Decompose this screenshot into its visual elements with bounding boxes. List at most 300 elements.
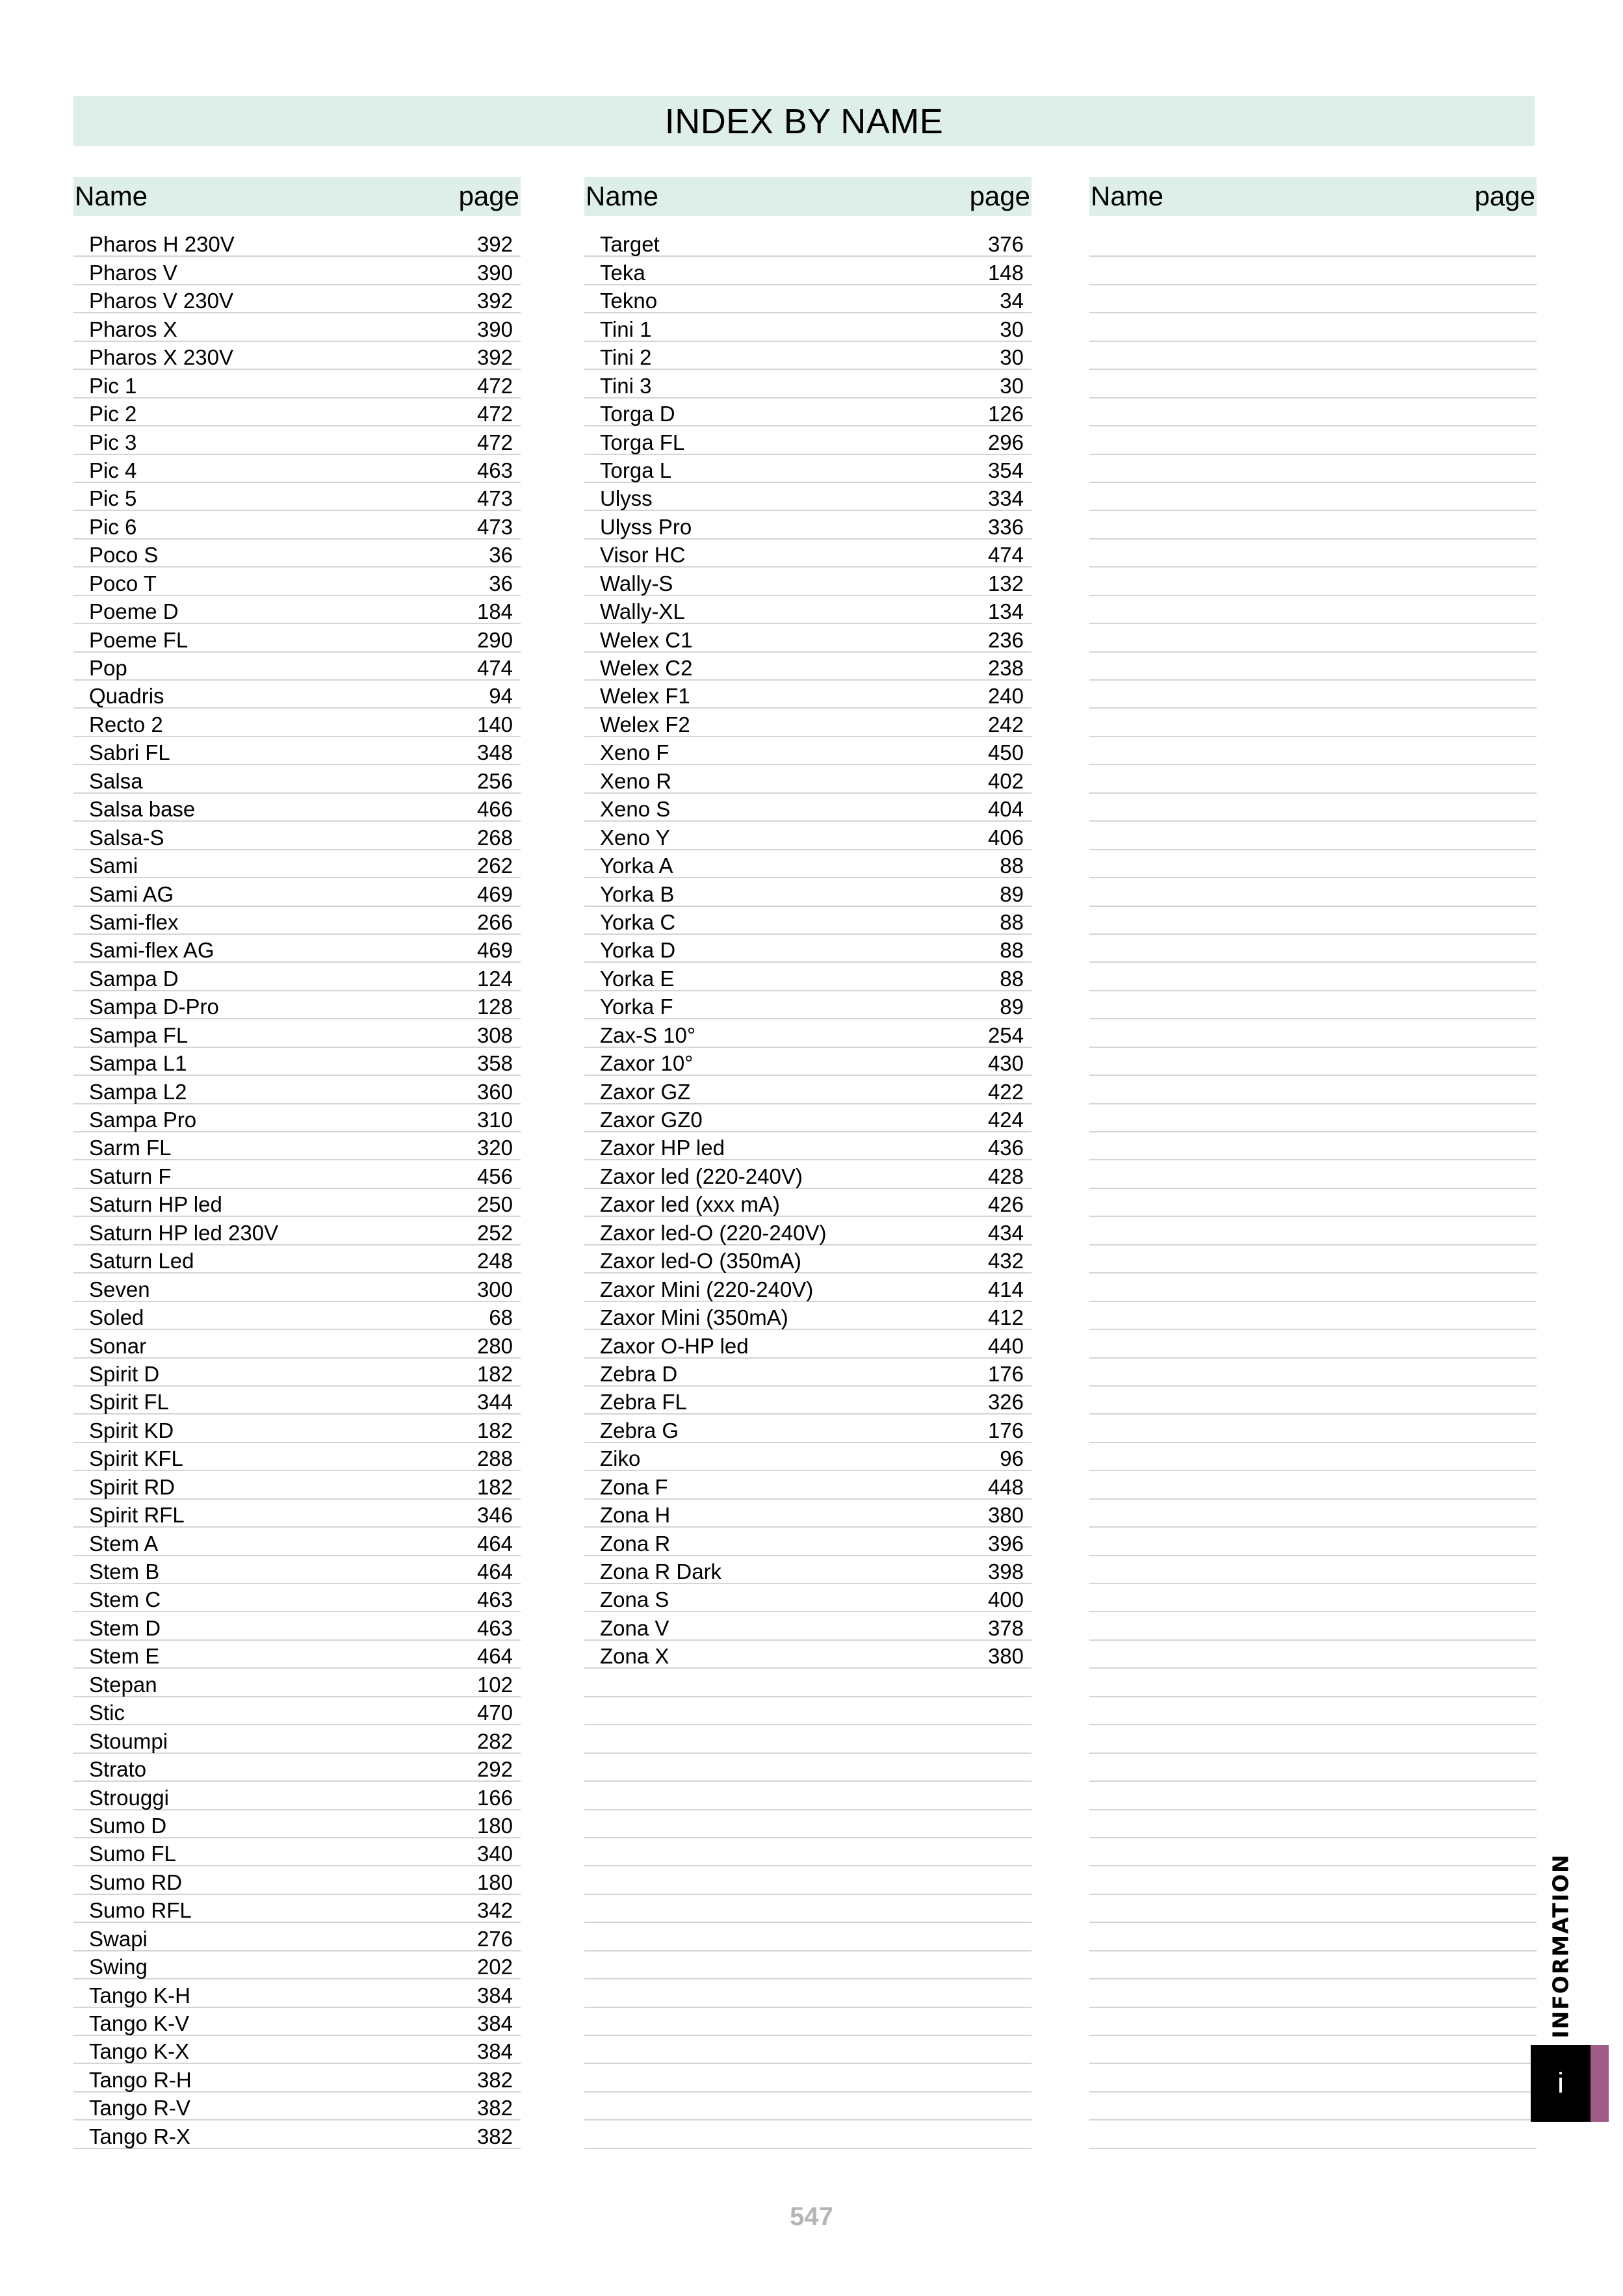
entry-name: Yorka D xyxy=(600,938,676,963)
index-row xyxy=(73,1754,521,1782)
index-row xyxy=(1089,455,1537,483)
entry-page: 184 xyxy=(476,599,513,624)
index-row xyxy=(73,1132,521,1160)
entry-page: 88 xyxy=(1000,966,1024,991)
index-row xyxy=(584,1019,1032,1047)
entry-page: 30 xyxy=(1000,345,1024,370)
entry-page: 268 xyxy=(476,825,513,850)
index-row xyxy=(1089,935,1537,963)
entry-page: 176 xyxy=(987,1361,1024,1386)
entry-page: 402 xyxy=(987,768,1024,793)
entry-name: Wally-XL xyxy=(600,599,685,624)
entry-name: Zaxor GZ0 xyxy=(600,1108,703,1132)
index-row xyxy=(584,963,1032,991)
index-row xyxy=(584,1782,1032,1810)
entry-page: 400 xyxy=(987,1587,1024,1612)
index-row xyxy=(73,1104,521,1132)
entry-name: Zebra D xyxy=(600,1361,678,1386)
index-row xyxy=(584,1189,1032,1217)
index-row xyxy=(73,653,521,681)
index-row xyxy=(1089,1246,1537,1273)
column-header xyxy=(73,177,521,216)
index-row xyxy=(584,1556,1032,1584)
entry-page: 428 xyxy=(987,1164,1024,1188)
entry-page: 382 xyxy=(476,2124,513,2148)
index-row xyxy=(73,624,521,652)
index-row xyxy=(1089,1217,1537,1245)
entry-page: 463 xyxy=(476,1615,513,1640)
entry-name: Zaxor led (220-240V) xyxy=(600,1164,803,1188)
entry-page: 266 xyxy=(476,909,513,934)
header-page: page xyxy=(1474,181,1535,211)
entry-name: Saturn HP led xyxy=(89,1192,222,1217)
index-row xyxy=(1089,709,1537,737)
index-row xyxy=(73,907,521,935)
entry-page: 470 xyxy=(476,1701,513,1725)
index-row xyxy=(584,398,1032,426)
header-page: page xyxy=(969,181,1030,211)
entry-name: Salsa base xyxy=(89,797,196,822)
entry-name: Pharos X 230V xyxy=(89,345,233,370)
index-row xyxy=(1089,1669,1537,1697)
index-row xyxy=(584,1217,1032,1245)
entry-name: Zaxor Mini (220-240V) xyxy=(600,1277,814,1301)
entry-name: Welex F2 xyxy=(600,712,690,737)
index-row xyxy=(584,1754,1032,1782)
index-row xyxy=(584,935,1032,963)
entry-name: Zona H xyxy=(600,1503,671,1528)
entry-name: Spirit KD xyxy=(89,1418,174,1442)
entry-name: Zaxor Mini (350mA) xyxy=(600,1305,788,1330)
entry-page: 176 xyxy=(987,1418,1024,1442)
entry-name: Sampa D-Pro xyxy=(89,995,219,1019)
entry-page: 238 xyxy=(987,656,1024,680)
entry-page: 288 xyxy=(476,1446,513,1471)
index-row xyxy=(73,540,521,567)
entry-name: Sampa D xyxy=(89,966,179,991)
entry-name: Stem C xyxy=(89,1587,161,1612)
entry-name: Swing xyxy=(89,1955,148,1979)
index-row xyxy=(1089,1725,1537,1753)
index-row xyxy=(1089,342,1537,370)
entry-name: Tango K-V xyxy=(89,2011,190,2035)
info-icon: i xyxy=(1557,2067,1564,2099)
index-row xyxy=(584,455,1032,483)
entry-page: 469 xyxy=(476,881,513,906)
entry-name: Stem A xyxy=(89,1531,159,1556)
index-row xyxy=(1089,1612,1537,1640)
index-row xyxy=(1089,285,1537,313)
index-row xyxy=(73,765,521,793)
index-row xyxy=(1089,511,1537,539)
entry-page: 344 xyxy=(476,1390,513,1415)
index-row xyxy=(73,1019,521,1047)
entry-page: 464 xyxy=(476,1644,513,1669)
index-row xyxy=(584,907,1032,935)
index-row xyxy=(73,1443,521,1471)
index-row xyxy=(1089,737,1537,765)
entry-page: 34 xyxy=(1000,289,1024,313)
entry-name: Zaxor HP led xyxy=(600,1136,725,1160)
entry-name: Seven xyxy=(89,1277,150,1301)
entry-page: 256 xyxy=(476,768,513,793)
entry-page: 448 xyxy=(987,1474,1024,1499)
index-row xyxy=(73,709,521,737)
entry-page: 88 xyxy=(1000,854,1024,878)
entry-page: 392 xyxy=(476,289,513,313)
entry-page: 404 xyxy=(987,797,1024,822)
index-row xyxy=(584,229,1032,257)
index-row xyxy=(1089,1415,1537,1442)
index-row xyxy=(1089,878,1537,906)
index-rows xyxy=(584,229,1032,2149)
entry-page: 472 xyxy=(476,430,513,454)
index-row xyxy=(584,1612,1032,1640)
index-row xyxy=(1089,313,1537,341)
entry-page: 89 xyxy=(1000,995,1024,1019)
entry-name: Zax-S 10° xyxy=(600,1023,696,1047)
index-row xyxy=(73,1387,521,1415)
index-row xyxy=(1089,1104,1537,1132)
index-row xyxy=(584,426,1032,454)
entry-page: 463 xyxy=(476,458,513,482)
entry-name: Stem D xyxy=(89,1615,161,1640)
index-row xyxy=(73,1697,521,1725)
index-row xyxy=(584,2093,1032,2120)
index-row xyxy=(584,1415,1032,1442)
index-row xyxy=(73,1076,521,1104)
index-row xyxy=(1089,765,1537,793)
index-row xyxy=(73,1415,521,1442)
entry-page: 434 xyxy=(987,1220,1024,1245)
entry-page: 392 xyxy=(476,232,513,257)
index-row xyxy=(1089,1782,1537,1810)
entry-name: Welex F1 xyxy=(600,684,690,709)
index-row xyxy=(584,540,1032,567)
index-row xyxy=(73,2064,521,2092)
entry-page: 180 xyxy=(476,1870,513,1894)
index-row xyxy=(1089,1387,1537,1415)
entry-page: 182 xyxy=(476,1361,513,1386)
index-row xyxy=(73,963,521,991)
entry-name: Xeno F xyxy=(600,740,669,765)
entry-name: Zona S xyxy=(600,1587,669,1612)
entry-page: 384 xyxy=(476,1983,513,2007)
index-row xyxy=(73,1471,521,1499)
entry-name: Tini 3 xyxy=(600,373,652,398)
entry-page: 296 xyxy=(987,430,1024,454)
entry-name: Pic 1 xyxy=(89,373,137,398)
entry-name: Poeme D xyxy=(89,599,179,624)
index-row xyxy=(73,567,521,595)
index-row xyxy=(1089,2036,1537,2064)
index-row xyxy=(73,1217,521,1245)
index-row xyxy=(73,1923,521,1951)
title-bar xyxy=(73,96,1535,146)
index-row xyxy=(73,596,521,624)
entry-name: Xeno S xyxy=(600,797,671,822)
index-row xyxy=(584,1104,1032,1132)
entry-name: Zona R xyxy=(600,1531,671,1556)
index-row xyxy=(584,2064,1032,2092)
index-row xyxy=(1089,1076,1537,1104)
index-row xyxy=(73,2008,521,2036)
entry-page: 166 xyxy=(476,1785,513,1810)
index-row xyxy=(584,1160,1032,1188)
entry-page: 464 xyxy=(476,1559,513,1584)
index-row xyxy=(1089,822,1537,850)
index-rows xyxy=(1089,229,1537,2149)
index-row xyxy=(1089,963,1537,991)
entry-name: Tango R-X xyxy=(89,2124,190,2148)
entry-page: 440 xyxy=(987,1333,1024,1358)
entry-name: Torga FL xyxy=(600,430,685,454)
entry-page: 469 xyxy=(476,938,513,963)
entry-name: Zaxor led (xxx mA) xyxy=(600,1192,780,1217)
entry-name: Strato xyxy=(89,1757,147,1782)
index-row xyxy=(584,2008,1032,2036)
entry-page: 376 xyxy=(987,232,1024,257)
index-row xyxy=(1089,681,1537,709)
entry-name: Spirit RD xyxy=(89,1474,175,1499)
index-row xyxy=(1089,229,1537,257)
index-row xyxy=(73,1895,521,1923)
entry-page: 380 xyxy=(987,1503,1024,1528)
entry-name: Salsa-S xyxy=(89,825,164,850)
entry-page: 378 xyxy=(987,1615,1024,1640)
index-row xyxy=(584,850,1032,878)
entry-page: 124 xyxy=(476,966,513,991)
entry-name: Pharos H 230V xyxy=(89,232,235,257)
index-row xyxy=(73,398,521,426)
index-row xyxy=(1089,1895,1537,1923)
entry-name: Target xyxy=(600,232,660,257)
entry-page: 292 xyxy=(476,1757,513,1782)
entry-name: Strouggi xyxy=(89,1785,169,1810)
entry-page: 134 xyxy=(987,599,1024,624)
index-row xyxy=(1089,2120,1537,2148)
entry-name: Zona F xyxy=(600,1474,668,1499)
entry-name: Sami-flex xyxy=(89,909,179,934)
index-row xyxy=(1089,1359,1537,1387)
section-label xyxy=(1544,1853,1577,2039)
index-row xyxy=(1089,1189,1537,1217)
entry-name: Saturn HP led 230V xyxy=(89,1220,279,1245)
index-row xyxy=(1089,370,1537,398)
index-row xyxy=(1089,1132,1537,1160)
index-row xyxy=(73,1048,521,1076)
index-row xyxy=(584,2120,1032,2148)
entry-page: 280 xyxy=(476,1333,513,1358)
index-row xyxy=(584,1076,1032,1104)
entry-name: Pic 6 xyxy=(89,514,137,539)
index-row xyxy=(584,342,1032,370)
entry-page: 406 xyxy=(987,825,1024,850)
index-row xyxy=(1089,1697,1537,1725)
index-row xyxy=(1089,567,1537,595)
entry-page: 88 xyxy=(1000,909,1024,934)
entry-name: Soled xyxy=(89,1305,144,1330)
entry-page: 473 xyxy=(476,514,513,539)
entry-name: Swapi xyxy=(89,1926,148,1951)
entry-page: 96 xyxy=(1000,1446,1024,1471)
entry-name: Xeno Y xyxy=(600,825,670,850)
index-row xyxy=(73,737,521,765)
entry-name: Pic 2 xyxy=(89,402,137,426)
index-row xyxy=(584,653,1032,681)
entry-name: Sampa L1 xyxy=(89,1051,187,1076)
entry-page: 360 xyxy=(476,1079,513,1104)
index-row xyxy=(584,1471,1032,1499)
entry-page: 430 xyxy=(987,1051,1024,1076)
index-row xyxy=(1089,2008,1537,2036)
index-row xyxy=(1089,1810,1537,1838)
index-row xyxy=(1089,2064,1537,2092)
index-row xyxy=(73,1669,521,1697)
entry-page: 474 xyxy=(476,656,513,680)
index-row xyxy=(73,1359,521,1387)
index-row xyxy=(1089,907,1537,935)
entry-name: Sarm FL xyxy=(89,1136,172,1160)
entry-name: Sampa FL xyxy=(89,1023,188,1047)
index-row xyxy=(584,878,1032,906)
index-row xyxy=(584,1246,1032,1273)
index-row xyxy=(1089,596,1537,624)
entry-page: 262 xyxy=(476,854,513,878)
entry-name: Stepan xyxy=(89,1672,157,1697)
page-number: 547 xyxy=(790,2202,833,2231)
column-header xyxy=(584,177,1032,216)
entry-name: Zebra G xyxy=(600,1418,679,1442)
header-name: Name xyxy=(586,181,659,211)
entry-page: 202 xyxy=(476,1955,513,1979)
index-row xyxy=(73,681,521,709)
entry-name: Sampa Pro xyxy=(89,1108,197,1132)
entry-name: Pic 4 xyxy=(89,458,137,482)
entry-name: Sumo FL xyxy=(89,1842,176,1866)
entry-name: Spirit FL xyxy=(89,1390,169,1415)
index-row xyxy=(584,709,1032,737)
index-row xyxy=(73,1330,521,1358)
entry-page: 182 xyxy=(476,1418,513,1442)
entry-page: 340 xyxy=(476,1842,513,1866)
entry-page: 94 xyxy=(489,684,513,709)
index-row xyxy=(584,624,1032,652)
entry-name: Sonar xyxy=(89,1333,147,1358)
index-row xyxy=(73,1584,521,1612)
entry-page: 422 xyxy=(987,1079,1024,1104)
entry-name: Yorka E xyxy=(600,966,675,991)
entry-name: Sampa L2 xyxy=(89,1079,187,1104)
entry-name: Spirit D xyxy=(89,1361,160,1386)
entry-page: 300 xyxy=(476,1277,513,1301)
entry-page: 432 xyxy=(987,1249,1024,1273)
index-row xyxy=(73,935,521,963)
entry-page: 472 xyxy=(476,373,513,398)
info-tab[interactable] xyxy=(1531,2045,1591,2122)
entry-name: Wally-S xyxy=(600,571,673,595)
index-row xyxy=(73,1782,521,1810)
index-row xyxy=(73,1189,521,1217)
header-name: Name xyxy=(75,181,148,211)
index-row xyxy=(584,1725,1032,1753)
index-row xyxy=(73,1246,521,1273)
index-row xyxy=(584,1443,1032,1471)
entry-page: 326 xyxy=(987,1390,1024,1415)
index-row xyxy=(1089,1528,1537,1556)
entry-page: 464 xyxy=(476,1531,513,1556)
entry-name: Stic xyxy=(89,1701,125,1725)
entry-page: 250 xyxy=(476,1192,513,1217)
index-row xyxy=(584,1048,1032,1076)
index-row xyxy=(584,1132,1032,1160)
entry-name: Stem B xyxy=(89,1559,160,1584)
entry-name: Zaxor O-HP led xyxy=(600,1333,749,1358)
index-row xyxy=(73,1528,521,1556)
index-row xyxy=(73,1979,521,2007)
entry-name: Poco S xyxy=(89,543,159,567)
entry-name: Tango K-X xyxy=(89,2039,190,2064)
index-row xyxy=(584,2036,1032,2064)
entry-name: Visor HC xyxy=(600,543,686,567)
entry-page: 384 xyxy=(476,2039,513,2064)
header-page: page xyxy=(458,181,519,211)
entry-page: 412 xyxy=(987,1305,1024,1330)
index-row xyxy=(584,1838,1032,1866)
entry-page: 89 xyxy=(1000,881,1024,906)
index-column-1 xyxy=(73,177,521,2149)
index-row xyxy=(584,511,1032,539)
entry-page: 436 xyxy=(987,1136,1024,1160)
index-row xyxy=(1089,1979,1537,2007)
entry-name: Zona R Dark xyxy=(600,1559,722,1584)
entry-page: 140 xyxy=(476,712,513,737)
index-row xyxy=(73,257,521,285)
entry-name: Pop xyxy=(89,656,127,680)
entry-name: Ziko xyxy=(600,1446,641,1471)
index-row xyxy=(1089,1302,1537,1330)
index-row xyxy=(584,794,1032,822)
entry-name: Zaxor 10° xyxy=(600,1051,694,1076)
entry-page: 282 xyxy=(476,1729,513,1753)
entry-page: 392 xyxy=(476,345,513,370)
index-row xyxy=(584,567,1032,595)
entry-name: Pic 5 xyxy=(89,486,137,511)
index-row xyxy=(73,426,521,454)
entry-page: 463 xyxy=(476,1587,513,1612)
index-column-3 xyxy=(1089,177,1537,2149)
index-row xyxy=(584,257,1032,285)
entry-page: 30 xyxy=(1000,373,1024,398)
index-row xyxy=(584,1528,1032,1556)
index-row xyxy=(73,1725,521,1753)
index-row xyxy=(584,285,1032,313)
index-row xyxy=(1089,1330,1537,1358)
index-row xyxy=(73,455,521,483)
index-row xyxy=(73,991,521,1019)
entry-name: Pic 3 xyxy=(89,430,137,454)
entry-name: Saturn Led xyxy=(89,1249,194,1273)
index-row xyxy=(73,1810,521,1838)
entry-name: Stoumpi xyxy=(89,1729,168,1753)
entry-name: Ulyss xyxy=(600,486,653,511)
entry-page: 384 xyxy=(476,2011,513,2035)
index-row xyxy=(73,483,521,511)
index-row xyxy=(73,822,521,850)
entry-name: Poeme FL xyxy=(89,627,188,652)
header-name: Name xyxy=(1091,181,1164,211)
index-row xyxy=(584,1697,1032,1725)
